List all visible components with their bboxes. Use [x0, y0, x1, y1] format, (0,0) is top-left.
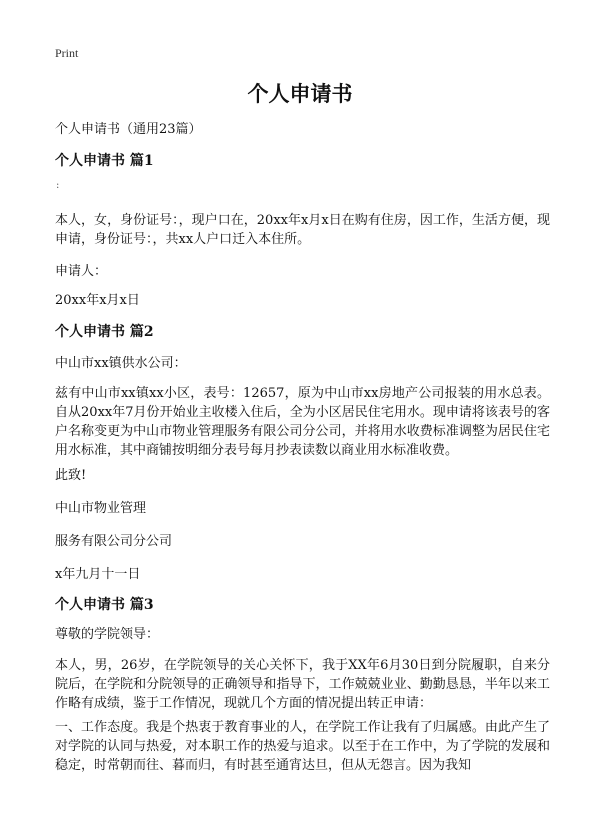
- section-3-heading: 个人申请书 篇3: [55, 597, 154, 613]
- section-3-paragraph-2: 一、工作态度。我是个热衷于教育事业的人，在学院工作让我有了归属感。由此产生了对学院的认同与热爱，对本职工作的热爱与追求。以至于在工作中，为了学院的发展和稳定，时常朝而往、暮而归，有时甚至通宵达旦，但从无怨言。因为我知: [55, 720, 550, 773]
- section-3-paragraph-1: 本人，男，26岁，在学院领导的关心关怀下，我于XX年6月30日到分院履职，自来分院后，在学院和分院领导的正确领导和指导下，工作兢兢业业、勤勤恳恳，半年以来工作略有成绩，鉴于工作情况，现就几个方面的情况提出转正申请：: [55, 658, 550, 711]
- section-3-salutation: 尊敬的学院领导：: [55, 627, 160, 642]
- section-1-applicant-label: 申请人：: [55, 264, 108, 279]
- section-2-signature-line-2: 服务有限公司分公司: [55, 534, 173, 549]
- section-1-paragraph-1: 本人，女，身份证号：，现户口在，20xx年x月x日在购有住房，因工作，生活方便，现申请，身份证号：，共xx人户口迁入本住所。: [55, 213, 550, 247]
- section-2-signature-line-1: 中山市物业管理: [55, 501, 147, 516]
- section-2-date: x年九月十一日: [55, 567, 141, 582]
- section-1-date: 20xx年x月x日: [55, 293, 140, 308]
- section-2-recipient: 中山市xx镇供水公司：: [55, 356, 187, 371]
- section-2-heading: 个人申请书 篇2: [55, 324, 154, 340]
- print-label: Print: [55, 46, 79, 60]
- section-1-heading: 个人申请书 篇1: [55, 153, 154, 169]
- document-subtitle: 个人申请书（通用23篇）: [55, 122, 202, 137]
- section-1-dot: :: [56, 180, 60, 191]
- document-title: 个人申请书: [247, 81, 353, 106]
- section-2-closing: 此致!: [55, 468, 87, 483]
- section-2-body: 兹有中山市xx镇xx小区，表号：12657，原为中山市xx房地产公司报装的用水总表。自从20xx年7月份开始业主收楼入住后，全为小区居民住宅用水。现申请将该表号的客户名称变更为中山市物业管理服务有限公司分公司，并将用水收费标准调整为居民住宅用水标准，其中商铺按明细分表号每月抄表读数以商业用水标准收费。: [55, 386, 550, 458]
